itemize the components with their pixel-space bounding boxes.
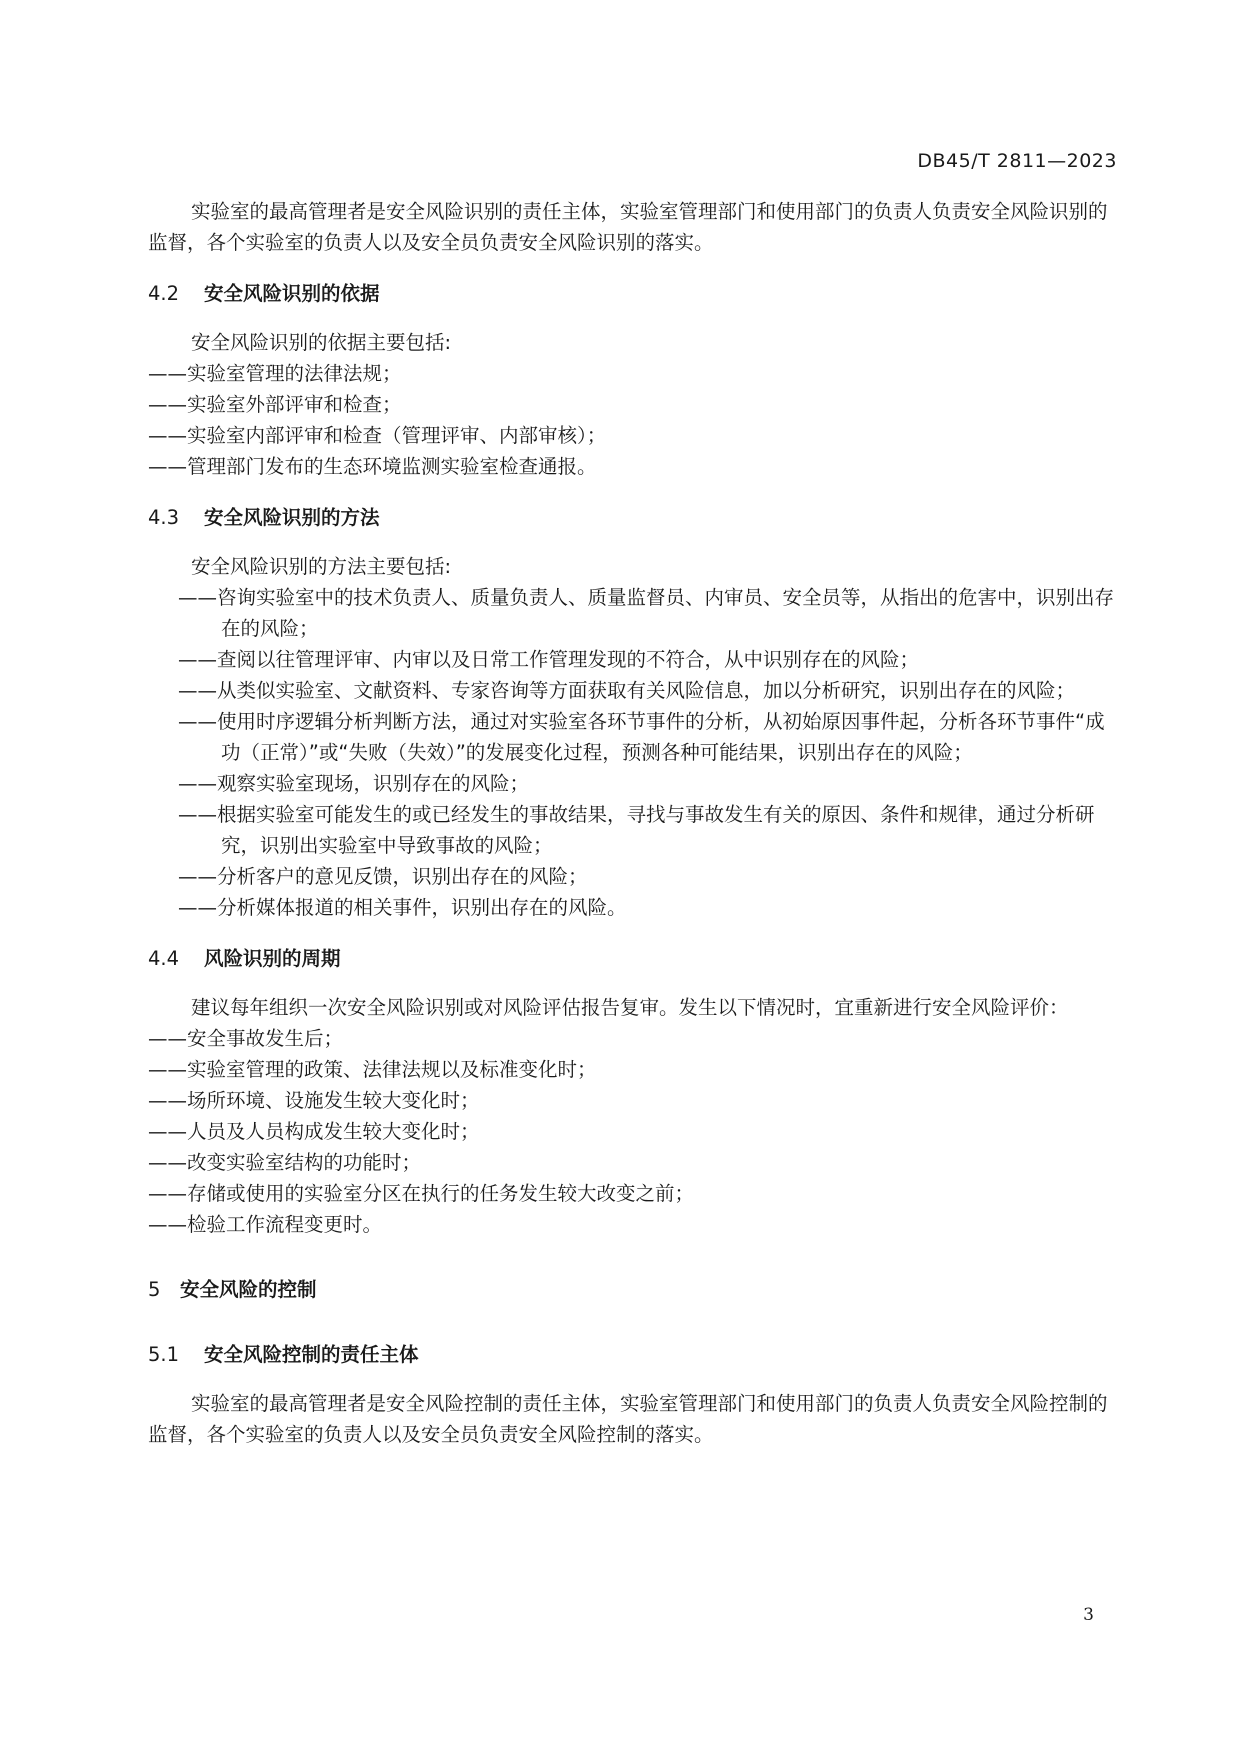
list-item: ——根据实验室可能发生的或已经发生的事故结果，寻找与事故发生有关的原因、条件和规律，通过分析研究，识别出实验室中导致事故的风险； [178,803,1095,857]
page-number: 3 [1083,1605,1094,1625]
list-item: ——从类似实验室、文献资料、专家咨询等方面获取有关风险信息，加以分析研究，识别出存在的风险； [178,679,1076,702]
list-item: ——咨询实验室中的技术负责人、质量负责人、质量监督员、内审员、安全员等，从指出的危害中，识别出存在的风险； [178,586,1115,640]
section-title: 安全风险控制的责任主体 [204,1343,419,1366]
list-item: ——存储或使用的实验室分区在执行的任务发生较大改变之前； [148,1182,695,1205]
chapter-heading-5 [148,1274,1116,1305]
list-item: ——改变实验室结构的功能时； [148,1151,422,1174]
section-heading-4-2 [148,278,1116,309]
list-item: ——实验室管理的法律法规； [148,362,402,385]
chapter-title: 安全风险的控制 [180,1278,317,1301]
section-title: 安全风险识别的依据 [204,282,380,305]
list-item: ——检验工作流程变更时。 [148,1213,383,1236]
section-intro: 安全风险识别的方法主要包括: [191,555,452,578]
intro-paragraph: 实验室的最高管理者是安全风险识别的责任主体，实验室管理部门和使用部门的负责人负责安全风险识别的监督，各个实验室的负责人以及安全员负责安全风险识别的落实。 [148,200,1108,254]
section-paragraph: 实验室的最高管理者是安全风险控制的责任主体，实验室管理部门和使用部门的负责人负责安全风险控制的监督，各个实验室的负责人以及安全员负责安全风险控制的落实。 [148,1392,1108,1446]
document-body [148,196,1116,1450]
list-item: ——实验室管理的政策、法律法规以及标准变化时； [148,1058,597,1081]
list-item: ——使用时序逻辑分析判断方法，通过对实验室各环节事件的分析，从初始原因事件起，分析各环节事件“成功（正常）”或“失败（失效）”的发展变化过程，预测各种可能结果，识别出存在的风险； [178,710,1105,764]
section-intro: 建议每年组织一次安全风险识别或对风险评估报告复审。发生以下情况时，宜重新进行安全风险评价： [191,996,1069,1019]
section-heading-4-3 [148,502,1116,533]
section-number: 5.1 [148,1343,180,1366]
list-item: ——分析客户的意见反馈，识别出存在的风险； [178,865,588,888]
section-title: 安全风险识别的方法 [204,506,380,529]
section-intro: 安全风险识别的依据主要包括: [191,331,452,354]
section-number: 4.3 [148,506,180,529]
list-item: ——分析媒体报道的相关事件，识别出存在的风险。 [178,896,627,919]
section-number: 4.4 [148,947,180,970]
list-item: ——安全事故发生后； [148,1027,344,1050]
section-number: 4.2 [148,282,180,305]
list-item: ——观察实验室现场，识别存在的风险； [178,772,530,795]
list-item: ——管理部门发布的生态环境监测实验室检查通报。 [148,455,597,478]
chapter-number: 5 [148,1278,161,1301]
list-item: ——实验室内部评审和检查（管理评审、内部审核）； [148,424,607,447]
list-item: ——场所环境、设施发生较大变化时； [148,1089,480,1112]
section-title: 风险识别的周期 [204,947,341,970]
section-heading-4-4 [148,943,1116,974]
list-item: ——实验室外部评审和检查； [148,393,402,416]
document-code: DB45/T 2811—2023 [917,150,1117,172]
list-item: ——人员及人员构成发生较大变化时； [148,1120,480,1143]
list-item: ——查阅以往管理评审、内审以及日常工作管理发现的不符合，从中识别存在的风险； [178,648,920,671]
section-heading-5-1 [148,1339,1116,1370]
